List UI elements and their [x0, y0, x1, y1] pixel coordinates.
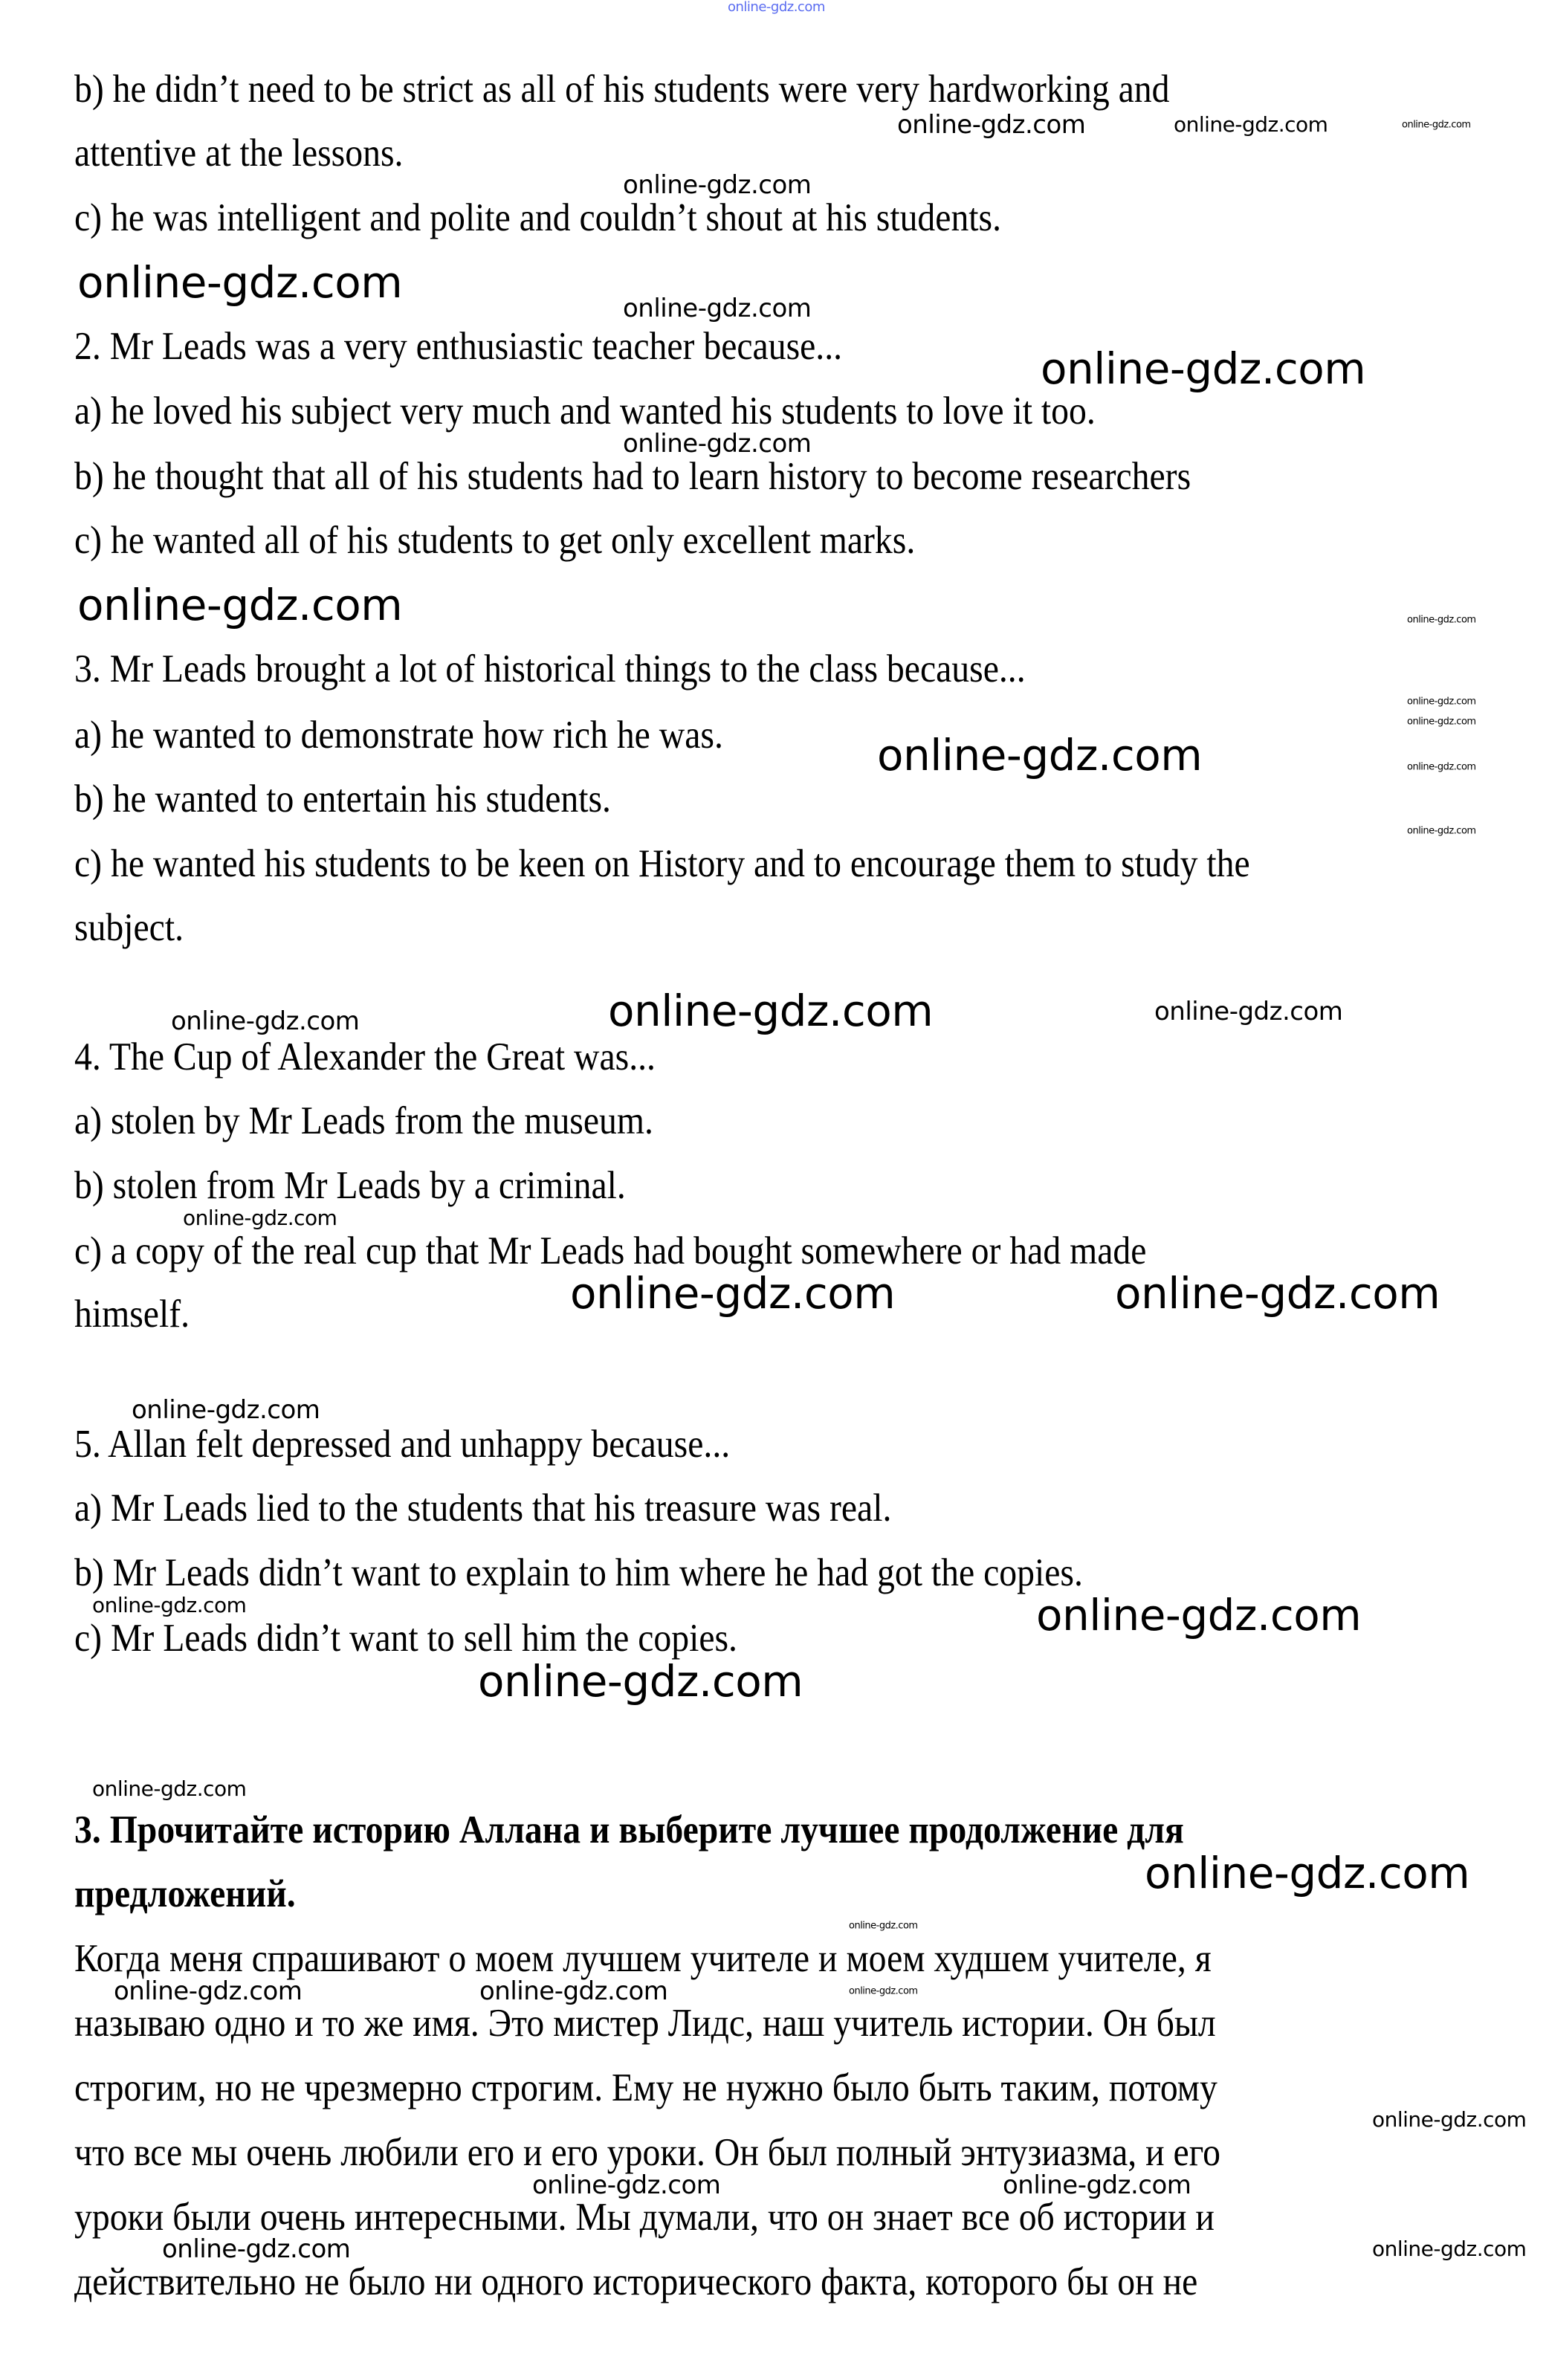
watermark: online-gdz.com: [1154, 997, 1343, 1026]
russian-paragraph-line: строгим, но не чрезмерно строгим. Ему не нужно было быть таким, потому: [74, 2066, 1217, 2109]
answer-option-2b: b) he thought that all of his students had to learn history to become researchers: [74, 454, 1191, 498]
watermark: online-gdz.com: [849, 1985, 918, 1997]
watermark: online-gdz.com: [1407, 716, 1476, 728]
answer-option-3c-cont: subject.: [74, 905, 184, 949]
task-heading: 3. Прочитайте историю Аллана и выберите лучшее продолжение для: [74, 1808, 1184, 1852]
watermark: online-gdz.com: [1115, 1268, 1440, 1319]
watermark: online-gdz.com: [897, 110, 1086, 140]
answer-option-4c: c) a copy of the real cup that Mr Leads had bought somewhere or had made: [74, 1229, 1147, 1273]
russian-paragraph-line: уроки были очень интересными. Мы думали, что он знает все об истории и: [74, 2195, 1215, 2239]
watermark: online-gdz.com: [1041, 343, 1366, 394]
answer-option-4a: a) stolen by Mr Leads from the museum.: [74, 1099, 653, 1142]
watermark: online-gdz.com: [1407, 696, 1476, 708]
watermark: online-gdz.com: [77, 257, 403, 308]
watermark: online-gdz.com: [171, 1006, 360, 1036]
watermark: online-gdz.com: [570, 1268, 896, 1319]
question-3: 3. Mr Leads brought a lot of historical things to the class because...: [74, 647, 1026, 691]
watermark: online-gdz.com: [877, 730, 1203, 780]
watermark: online-gdz.com: [1174, 112, 1328, 137]
answer-option-1c: c) he was intelligent and polite and couldn’t shout at his students.: [74, 195, 1002, 239]
watermark: online-gdz.com: [92, 1776, 247, 1801]
question-2: 2. Mr Leads was a very enthusiastic teacher because...: [74, 324, 843, 368]
answer-option-3c: c) he wanted his students to be keen on History and to encourage them to study the: [74, 841, 1250, 885]
watermark: online-gdz.com: [162, 2234, 351, 2264]
watermark: online-gdz.com: [479, 1976, 668, 2006]
watermark: online-gdz.com: [114, 1976, 303, 2006]
watermark: online-gdz.com: [92, 1593, 247, 1617]
answer-option-2c: c) he wanted all of his students to get only excellent marks.: [74, 518, 916, 562]
answer-option-5c: c) Mr Leads didn’t want to sell him the copies.: [74, 1616, 737, 1660]
answer-option-5a: a) Mr Leads lied to the students that his treasure was real.: [74, 1486, 892, 1530]
answer-option-4c-cont: himself.: [74, 1292, 190, 1336]
watermark: online-gdz.com: [849, 1920, 918, 1932]
answer-option-2a: a) he loved his subject very much and wanted his students to love it too.: [74, 389, 1096, 433]
answer-option-1b-cont: attentive at the lessons.: [74, 131, 404, 175]
watermark: online-gdz.com: [608, 986, 934, 1036]
watermark: online-gdz.com: [623, 294, 812, 323]
watermark: online-gdz.com: [1372, 2237, 1527, 2261]
answer-option-4b: b) stolen from Mr Leads by a criminal.: [74, 1163, 626, 1207]
watermark: online-gdz.com: [1003, 2170, 1191, 2200]
russian-paragraph-line: действительно не было ни одного исторического факта, которого бы он не: [74, 2260, 1198, 2303]
answer-option-1b: b) he didn’t need to be strict as all of his students were very hardworking and: [74, 67, 1170, 111]
watermark: online-gdz.com: [623, 429, 812, 459]
task-heading-cont: предложений.: [74, 1872, 296, 1915]
watermark: online-gdz.com: [1407, 614, 1476, 626]
question-5: 5. Allan felt depressed and unhappy because...: [74, 1422, 731, 1466]
watermark: online-gdz.com: [132, 1395, 320, 1425]
watermark: online-gdz.com: [1407, 825, 1476, 837]
answer-option-3b: b) he wanted to entertain his students.: [74, 777, 611, 821]
watermark: online-gdz.com: [728, 0, 825, 15]
russian-paragraph-line: что все мы очень любили его и его уроки. Он был полный энтузиазма, и его: [74, 2130, 1220, 2174]
answer-option-3a: a) he wanted to demonstrate how rich he was.: [74, 713, 723, 757]
watermark: online-gdz.com: [77, 580, 403, 630]
watermark: online-gdz.com: [1402, 119, 1471, 131]
russian-paragraph-line: называю одно и то же имя. Это мистер Лидс, наш учитель истории. Он был: [74, 2001, 1216, 2045]
watermark: online-gdz.com: [1145, 1848, 1470, 1898]
watermark: online-gdz.com: [1372, 2107, 1527, 2132]
watermark: online-gdz.com: [478, 1656, 803, 1707]
answer-option-5b: b) Mr Leads didn’t want to explain to him where he had got the copies.: [74, 1550, 1083, 1594]
watermark: online-gdz.com: [532, 2170, 721, 2200]
watermark: online-gdz.com: [1036, 1590, 1362, 1640]
watermark: online-gdz.com: [183, 1206, 337, 1230]
watermark: online-gdz.com: [1407, 761, 1476, 773]
watermark: online-gdz.com: [623, 170, 812, 200]
question-4: 4. The Cup of Alexander the Great was...: [74, 1035, 656, 1079]
russian-paragraph-line: Когда меня спрашивают о моем лучшем учителе и моем худшем учителе, я: [74, 1936, 1212, 1980]
